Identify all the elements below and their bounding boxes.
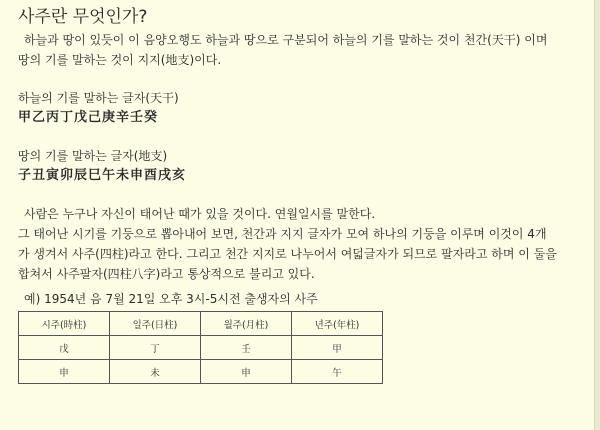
body-line-2: 그 태어난 시기를 기둥으로 뽑아내어 보면, 천간과 지지 글자가 모여 하나의 기둥을 이루며 이것이 4개 — [18, 227, 547, 241]
table-cell: 申 — [19, 360, 110, 384]
table-cell: 壬 — [201, 336, 292, 360]
body-line-4: 합쳐서 사주팔자(四柱八字)라고 통상적으로 불리고 있다. — [18, 267, 315, 281]
heaven-stems-label: 하늘의 기를 말하는 글자(天干) — [18, 91, 179, 105]
earth-branches-chars: 子丑寅卯辰巳午未申酉戌亥 — [18, 168, 187, 183]
table-header-cell: 시주(時柱) — [19, 312, 110, 336]
table-header-cell: 일주(日柱) — [110, 312, 201, 336]
example-title: 예) 1954년 음 7월 21일 오후 3시-5시전 출생자의 사주 — [24, 292, 318, 306]
heaven-stems-chars: 甲乙丙丁戊己庚辛壬癸 — [18, 110, 159, 125]
table-header-row — [19, 312, 383, 336]
intro-line-1: 하늘과 땅이 있듯이 이 음양오행도 하늘과 땅으로 구분되어 하늘의 기를 말하는 것이 천간(天干) 이며 — [24, 33, 548, 47]
table-cell: 申 — [201, 360, 292, 384]
intro-line-2: 땅의 기를 말하는 것이 지지(地支)이다. — [18, 53, 222, 67]
page-right-edge — [594, 0, 600, 430]
saju-table — [18, 311, 383, 384]
table-row — [19, 360, 383, 384]
table-row — [19, 336, 383, 360]
table-cell: 戊 — [19, 336, 110, 360]
body-line-3: 가 생겨서 사주(四柱)라고 한다. 그리고 천간 지지로 나누어서 여덟글자가 되므로 팔자라고 하며 이 둘을 — [18, 247, 557, 261]
table-cell: 甲 — [292, 336, 383, 360]
table-header-cell: 월주(月柱) — [201, 312, 292, 336]
table-cell: 午 — [292, 360, 383, 384]
body-line-1: 사람은 누구나 자신이 태어난 때가 있을 것이다. 연월일시를 말한다. — [24, 207, 376, 221]
article-title: 사주란 무엇인가? — [18, 7, 148, 27]
article-content — [18, 6, 588, 384]
table-cell: 丁 — [110, 336, 201, 360]
table-cell: 未 — [110, 360, 201, 384]
earth-branches-label: 땅의 기를 말하는 글자(地支) — [18, 149, 168, 163]
table-header-cell: 년주(年柱) — [292, 312, 383, 336]
